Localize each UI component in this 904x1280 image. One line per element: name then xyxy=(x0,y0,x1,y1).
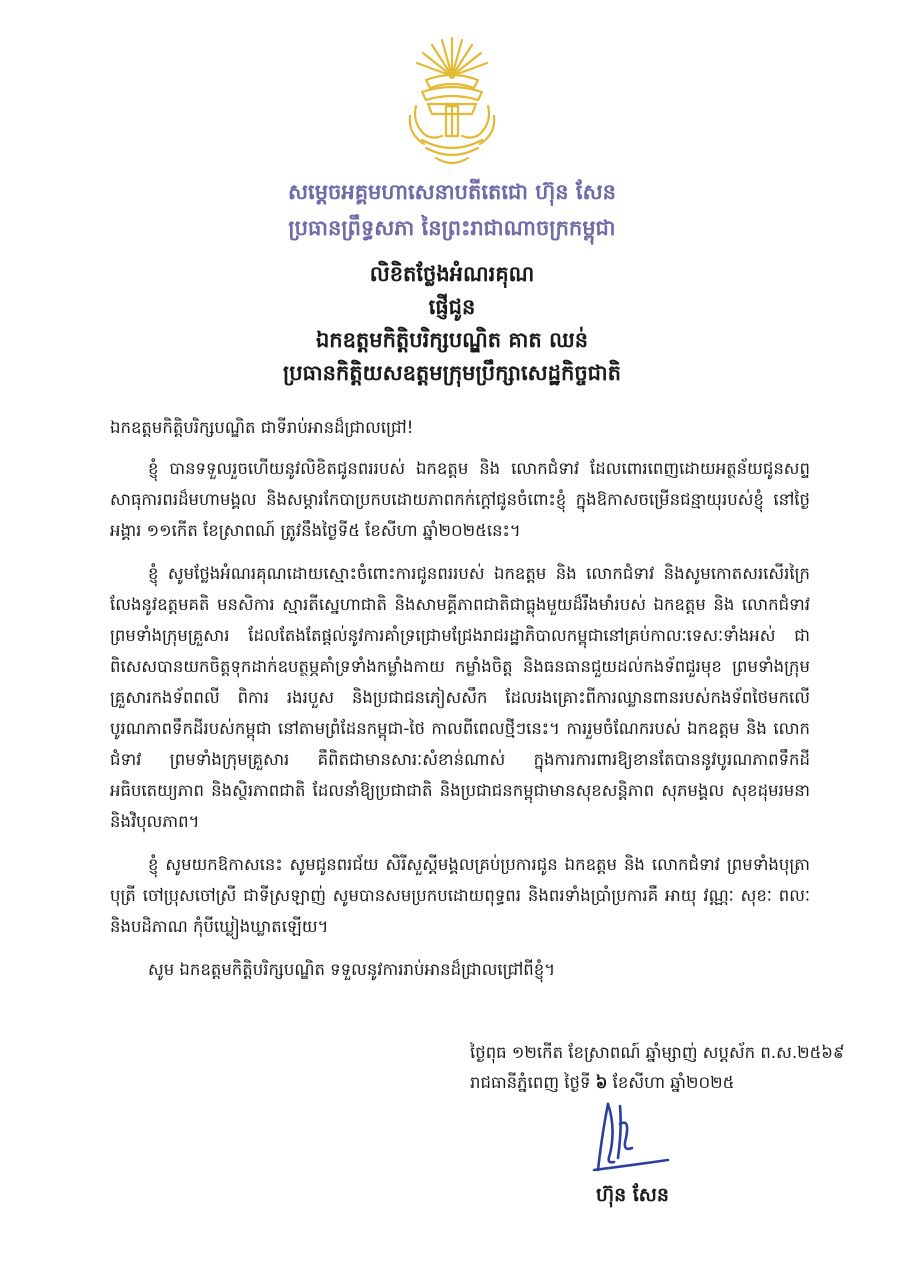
date-prefix: រាជធានីភ្នំពេញ ថ្ងៃទី xyxy=(470,1073,591,1092)
paragraph-1: ខ្ញុំ បានទទួលរួចហើយនូវលិខិតជូនពររបស់ ឯកឧត្តម និង លោកជំទាវ ដែលពោរពេញដោយអត្ថន័យជូនសព្ទសាធុការពរដ៏មហាមង្គល និងសម្ដារកែបាប្រកបដោយភាពកក់ក្ដៅជូនចំពោះខ្ញុំ ក្នុងឱកាសចម្រើនជន្មាយុរបស់ខ្ញុំ នៅថ្ងៃអង្គារ ១១កើត ខែស្រាពណ៍ ត្រូវនឹងថ្ងៃទី៥ ខែសីហា ឆ្នាំ២០២៥នេះ។ xyxy=(110,459,810,540)
issuer-header xyxy=(0,174,904,246)
signer-name: ហ៊ុន សែន xyxy=(596,1184,669,1206)
paragraph-2: ខ្ញុំ សូមថ្លែងអំណរគុណដោយស្មោះចំពោះការជូនពររបស់ ឯកឧត្តម និង លោកជំទាវ និងសូមកោតសរសើរក្រៃលែងនូវឧត្តមគតិ មនសិការ ស្មារតីស្នេហាជាតិ និងសាមគ្គីភាពជាតិជាធ្លុងមួយដ៏រឹងមាំរបស់ ឯកឧត្តម និង លោកជំទាវ ព្រមទាំងក្រុមគ្រួសារ ដែលតែងតែផ្ដល់នូវការគាំទ្រជ្រោមជ្រែងរាជរដ្ឋាភិបាលកម្ពុជានៅគ្រប់កាលៈទេសៈទាំងអស់ ជាពិសេសបានយកចិត្តទុកដាក់ឧបត្ថម្ភគាំទ្រទាំងកម្លាំងកាយ កម្លាំងចិត្ត និងធនធានជួយដល់កងទ័ពជួរមុខ ព្រមទាំងក្រុមគ្រួសារកងទ័ពពលី ពិការ រងរបួស និងប្រជាជនភៀសសឹក ដែលរងគ្រោះពីការឈ្លានពានរបស់កងទ័ពថៃមកលើបូរណភាពទឹកដីរបស់កម្ពុជា នៅតាមព្រំដែនកម្ពុជា-ថៃ កាលពីពេលថ្មីៗនេះ។ ការរួមចំណែករបស់ ឯកឧត្តម និង លោកជំទាវ ព្រមទាំងក្រុមគ្រួសារ គឺពិតជាមានសារៈសំខាន់ណាស់ ក្នុងការការពារឱ្យខានតែបាននូវបូរណភាពទឹកដី អធិបតេយ្យភាព និងស្ថិរភាពជាតិ ដែលនាំឱ្យប្រជាជាតិ និងប្រជាជនកម្ពុជាមានសុខសន្តិភាព សុភមង្គល សុខដុមរមនា និងវិបុលភាព។ xyxy=(110,564,810,831)
paragraph-3: ខ្ញុំ សូមយកឱកាសនេះ សូមជូនពរជ័យ សិរីសួស្ដីមង្គលគ្រប់ប្រការជូន ឯកឧត្តម និង លោកជំទាវ ព្រមទាំងបុត្រាបុត្រី ចៅប្រុសចៅស្រី ជាទីស្រឡាញ់ សូមបានសមប្រកបដោយពុទ្ធពរ និងពរទាំងប្រាំប្រការគឺ អាយុ វណ្ណៈ សុខៈ ពលៈ និងបដិភាណ កុំបីឃ្លៀងឃ្លាតឡើយ។ xyxy=(110,855,810,936)
letter-title-block xyxy=(0,258,904,390)
lunar-date: ថ្ងៃពុធ ១២កើត ខែស្រាពណ៍ ឆ្នាំម្សាញ់ សប្ដស័ក ព.ស.២៥៦៩ xyxy=(470,1043,845,1062)
closing-line: សូម ឯកឧត្តមកិត្តិបរិក្សបណ្ឌិត ទទួលនូវការរាប់អានដ៏ជ្រាលជ្រៅពីខ្ញុំ។ xyxy=(148,960,556,979)
date-suffix: ខែសីហា ឆ្នាំ២០២៥ xyxy=(612,1073,735,1092)
royal-government-emblem-icon xyxy=(402,36,502,172)
issuer-position: ប្រធានព្រឹទ្ធសភា នៃព្រះរាជាណាចក្រកម្ពុជា xyxy=(288,216,616,240)
letter-sent-to: ផ្ញើជូន xyxy=(428,295,476,319)
letter-body xyxy=(110,412,810,985)
salutation: ឯកឧត្តមកិត្តិបរិក្សបណ្ឌិត ជាទីរាប់អានដ៏ជ្រាលជ្រៅ! xyxy=(110,418,414,437)
solar-date xyxy=(470,1068,850,1098)
recipient-position: ប្រធានកិត្តិយសឧត្តមក្រុមប្រឹក្សាសេដ្ឋកិច្ចជាតិ xyxy=(283,361,621,385)
issuer-name: សម្ដេចអគ្គមហាសេនាបតីតេជោ ហ៊ុន សែន xyxy=(288,180,616,204)
handwritten-signature-icon xyxy=(586,1098,672,1176)
letter-title: លិខិតថ្លែងអំណរគុណ xyxy=(369,262,535,286)
recipient-name: ឯកឧត្តមកិត្តិបរិក្សបណ្ឌិត គាត ឈន់ xyxy=(315,328,589,352)
date-block xyxy=(470,1038,850,1098)
date-day: ៦ xyxy=(595,1073,608,1092)
